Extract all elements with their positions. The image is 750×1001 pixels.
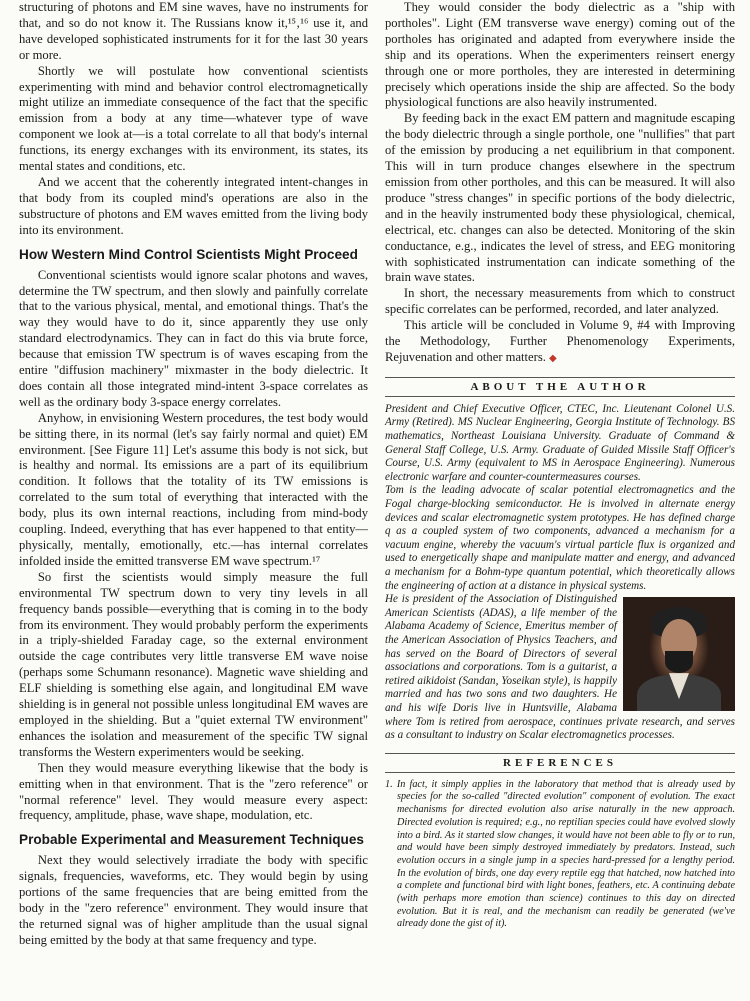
references-title: REFERENCES: [385, 753, 735, 773]
paragraph: Anyhow, in envisioning Western procedures, the test body would be sitting there, in its normal (let's say fairly normal and quiet) EM environment. [See Figure 11] Let's assume this body is not sick, but is healthy and normal. Its emissions are a part of its equilibrium condition. It follows that the totality of its TW emissions is correlated to the sum total of everything that interacted with the body, plus its own internal reactions, including from mind-body coupling. Indeed, everything that has ever happened to that entity—physically, mentally, emotionally, etc.—has internal correlates infolded inside the emitted transverse EM wave spectrum.¹⁷: [19, 410, 368, 568]
author-bio: Tom is the leading advocate of scalar potential electromagnetics and the Fogal charge-blocking semiconductor. He is involved in alternate energy devices and scalar electromagnetic system prototypes. He has defined charge q as a coupled system of two components, advanced a mechanism for a vacuum engine, whereby the vacuum's virtual particle flux is organized and used to energetically shape and manipulate matter and energy, and advanced a mechanism for a Bohm-type quantum potential, which theoretically allows the engineering of action at a distance in physical systems.: [385, 484, 735, 592]
left-column: [19, 0, 368, 949]
section-heading: How Western Mind Control Scientists Might Proceed: [19, 246, 358, 262]
paragraph: By feeding back in the exact EM pattern and magnitude escaping the body dielectric through a single porthole, one "nullifies" that part of the emission by producing a net equilibrium in that component. This will in turn produce changes elsewhere in the spectrum emission from other portholes, and this can be measured. It will also produce "stress changes" in specific portions of the body dielectric, and in the heavily instrumented body these physiological, chemical, electrical, etc. changes can also be detected. Monitoring of the skin conductance, e.g., indicates the level of stress, and EEG monitoring with sophisticated instrumentation can indicate something of the brain wave states.: [385, 111, 735, 285]
paragraph: They would consider the body dielectric as a "ship with portholes". Light (EM transverse wave energy) coming out of the portholes has originated and adapted from everywhere inside the ship and its operations. When the experimenters reinsert energy through one or more portholes, they are interested in determining precisely which operations inside the ship are affected. So the body physiological functions are also heavily instrumented.: [385, 0, 735, 110]
right-column: [385, 0, 735, 931]
about-author-section: [385, 403, 735, 743]
paragraph: [385, 318, 735, 367]
paragraph: structuring of photons and EM sine waves, have no instruments for that, and so do not know it. The Russians know it,¹⁵‚¹⁶ use it, and have developed sophisticated instruments for it for the last 30 years or more.: [19, 0, 368, 62]
about-author-title: ABOUT THE AUTHOR: [385, 377, 735, 397]
paragraph: Next they would selectively irradiate the body with specific signals, frequencies, waveforms, etc. They would begin by using portions of the same frequencies that are being emitted from the body in the "zero reference" environment. They would insure that the returned signal was of higher amplitude than the usual signal being emitted by the body at that same frequency and type.: [19, 853, 368, 947]
section-heading: Probable Experimental and Measurement Techniques: [19, 832, 364, 848]
paragraph: Conventional scientists would ignore scalar photons and waves, determine the TW spectrum, and then slowly and painfully correlate that to the various physical, mental, and emotional things. That's the way they would have to do it, since apparently they use only standard electrodynamics. They can in fact do this via brute force, because that emission TW spectrum is of waves escaping from the entire "diffusion machinery" mixmaster in the body dielectric. It does contain all those integrated mind-intent 3-space correlates as well as the ordinary body 3-space energy correlates.: [19, 267, 368, 409]
conclusion-text: This article will be concluded in Volume 9, #4 with Improving the Methodology, Further Phenomenology Experiments, Rejuvenation and other matters.: [385, 318, 735, 364]
reference-item: 1. In fact, it simply applies in the laboratory that method that is already used by species for the so-called "directed evolution" component of evolution. The exact mechanisms for directed evolution also arise naturally in the new approach. Directed evolution is required; e.g., no reptilian species could have evolved slowly into a bird. As it started slow changes, it would have not been able to fly or to run, and would have been simply destroyed immediately by predators. Instead, such evolution occurs in a single jump in a species hard-pressed for a lengthy period. In the evolution of birds, one day every reptile egg that hatched, now hatched into a complete and functional bird with light bones, feathers, etc. A continuing debate (with perhaps more emotion than science) continues to this day on directed evolution. But it is real, and the mechanism can readily be generated (we've already done the gist of it).: [385, 778, 735, 930]
author-bio: President and Chief Executive Officer, CTEC, Inc. Lieutenant Colonel U.S. Army (Retired). MS Nuclear Engineering, Georgia Institute of Technology. BS mathematics, Northeast Louisiana University. Graduate of Command & General Staff College, U.S. Army. Graduate of Guided Missile Staff Officer's Course, U.S. Army (equivalent to MS in Aerospace Engineering). Numerous electronic warfare and counter-countermeasures courses.: [385, 402, 735, 483]
end-mark-icon: ◆: [549, 352, 557, 364]
paragraph: In short, the necessary measurements from which to construct specific correlates can be performed, recorded, and later analyzed.: [385, 286, 735, 317]
paragraph: Shortly we will postulate how conventional scientists experimenting with mind and behavior control electromagnetically might utilize an immediate consequence of the fact that the specific emission from a body at any time—whatever type of wave component we look at—is a total correlate to all that body's internal functions, its energy exchanges with its environment, its states, its mental states and conditions, etc.: [19, 63, 368, 174]
paragraph: Then they would measure everything likewise that the body is emitting when in that environment. That is the "zero reference" or "normal reference" level. They would measure every aspect: frequency, amplitude, phase, wave shape, modulation, etc.: [19, 760, 368, 823]
paragraph: And we accent that the coherently integrated intent-changes in that body from its coupled mind's operations are also in the substructure of photons and EM waves emitted from the living body into its environment.: [19, 174, 368, 237]
paragraph: So first the scientists would simply measure the full environmental TW spectrum down to very tiny levels in all frequency bands possible—everything that is coming in to the body from its environment. They would probably perform the experiments in a triply-shielded Faraday cage, so the external environment outside the cage contributes very little transverse EM wave noise (perhaps some Schumann resonance). Magnetic wave shielding and ELF shielding is something else again, and longitudinal EM wave shielding is in general not possible unless longitudinal EM waves are employed in the shielding. But a "quiet external TW environment" enhances the isolation and measurement of the specific TW signal transforms the Western experimenters would be seeking.: [19, 569, 368, 759]
author-photo: [623, 597, 735, 711]
author-bio: He is president of the Association of Distinguished American Scientists (ADAS), a life member of the Alabama Academy of Science, Emeritus member of the American Association of Physics Teachers, and has served on the Board of Directors of several associations and corporations. Tom is a guitarist, a retired aikidoist (Sandan, Yoseikan style), is happily married and has two sons and two daughters. He and his wife Doris live in Huntsville, Alabama where Tom is retired from aerospace, continues private research, and serves as a consultant to industry on Scalar electromagnetics processes.: [385, 593, 735, 742]
